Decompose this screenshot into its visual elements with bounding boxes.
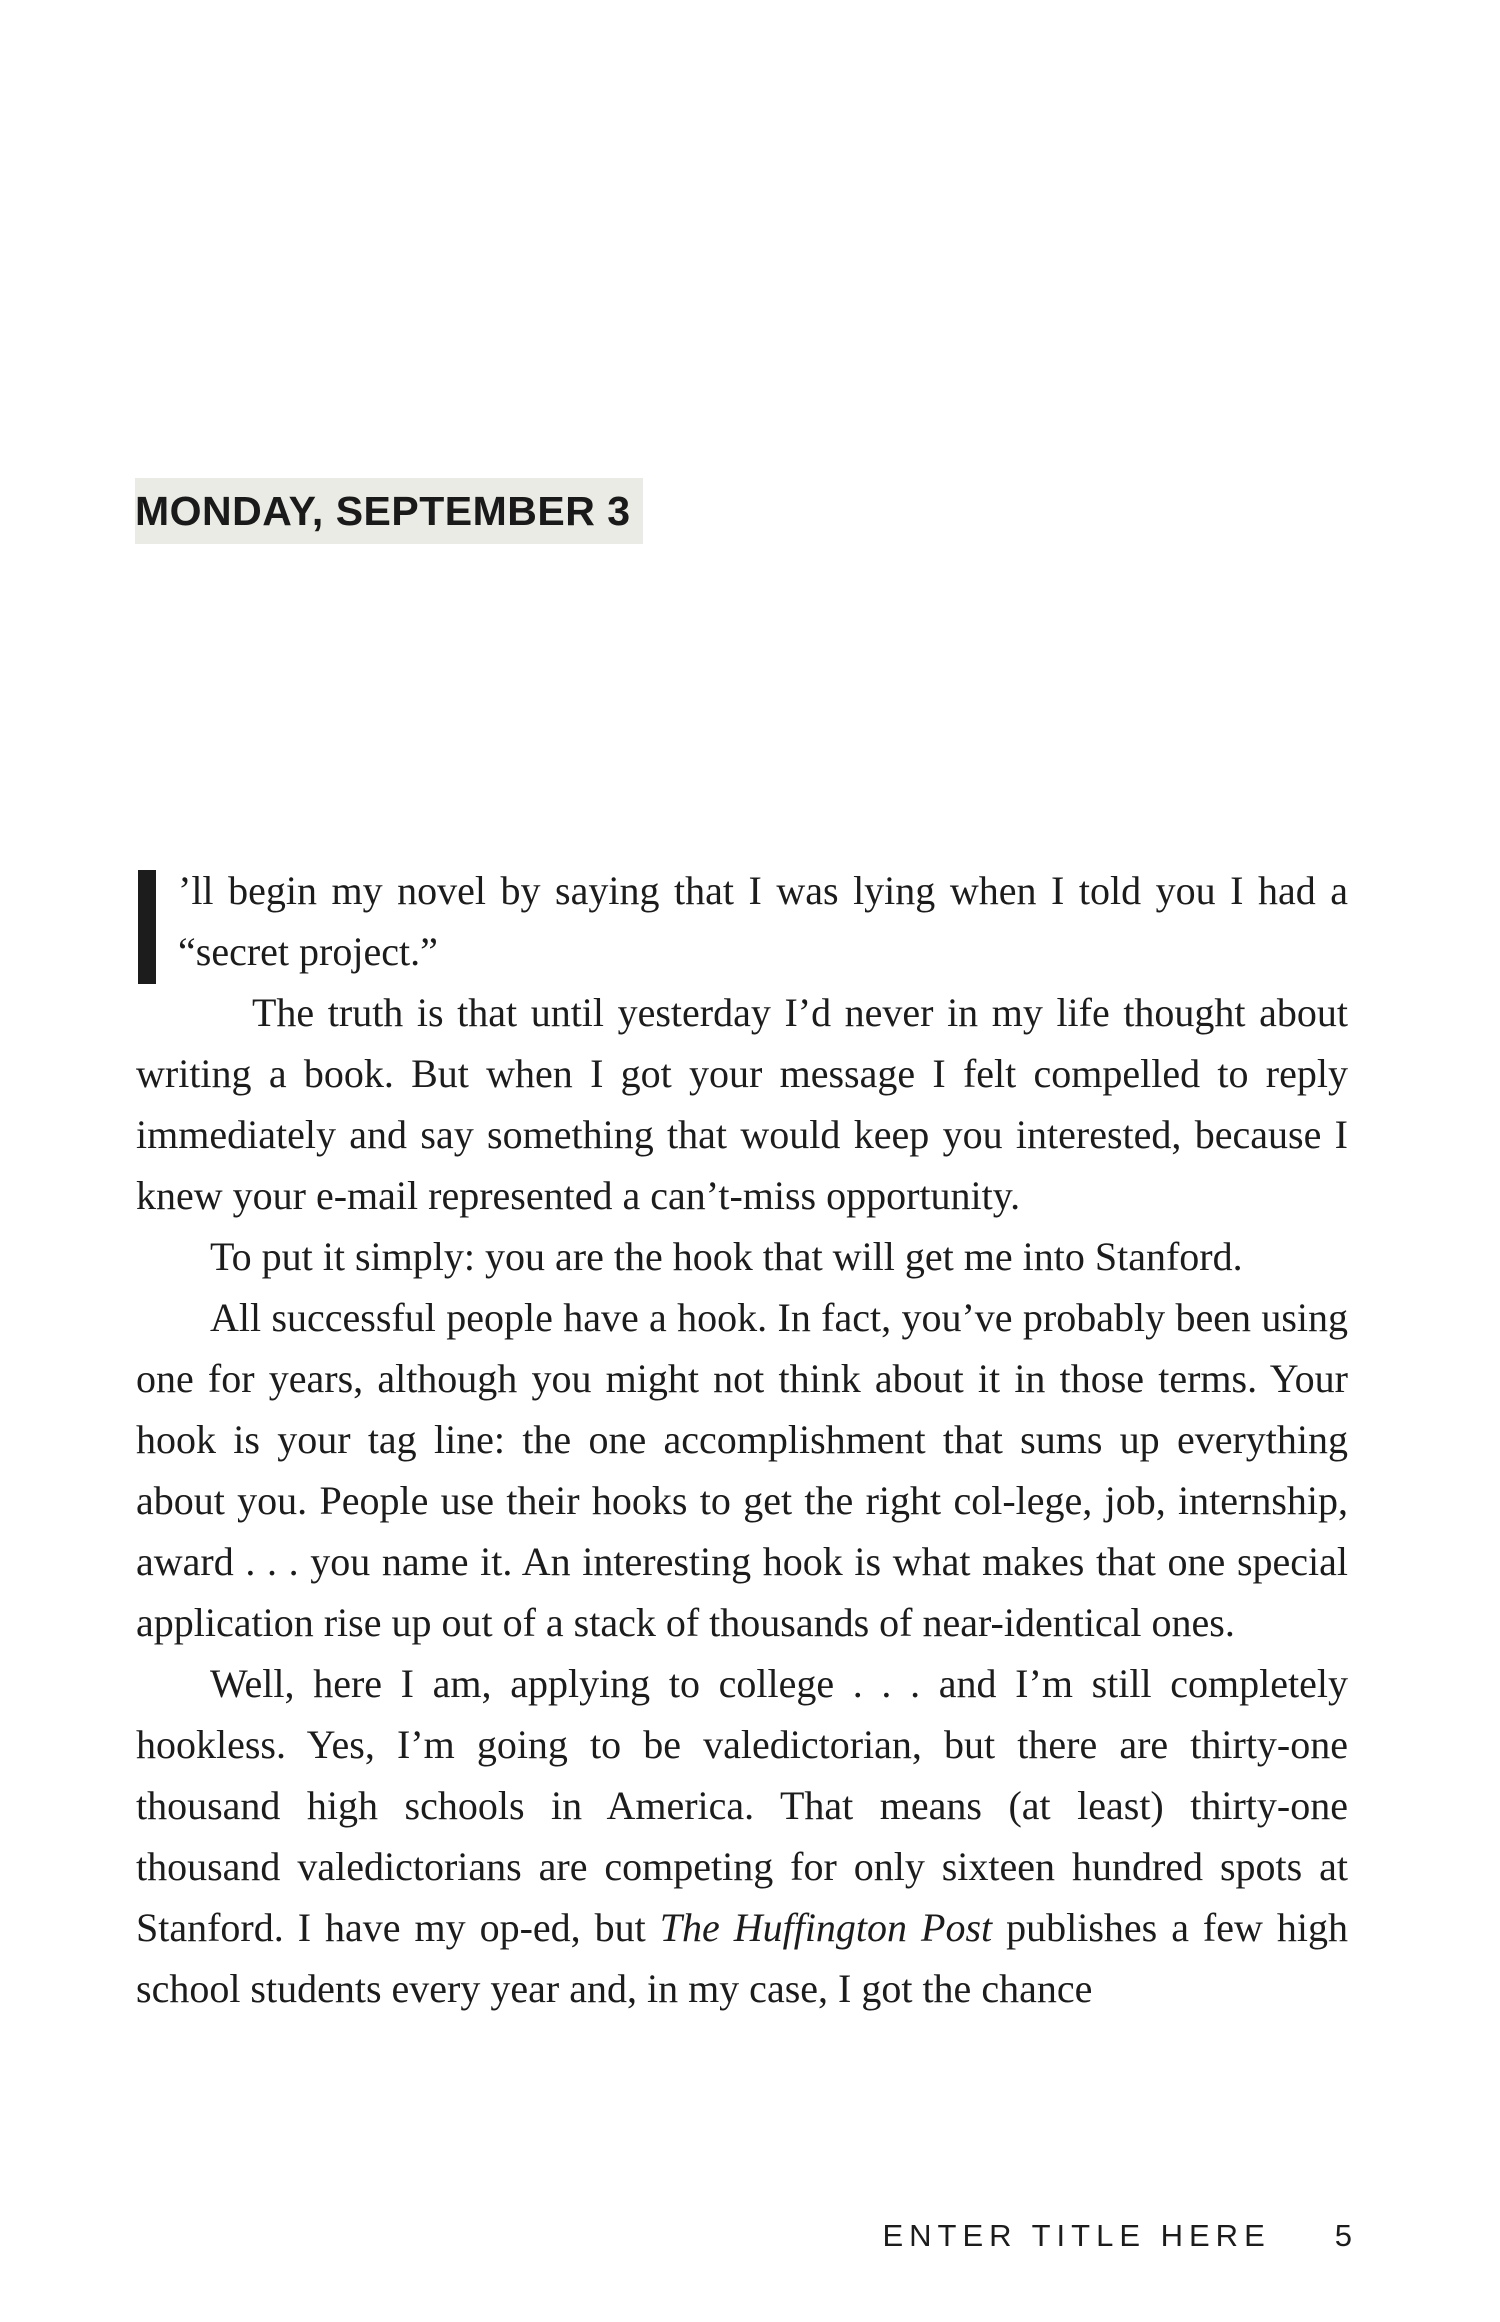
- paragraph-2: The truth is that until yesterday I’d never in my life thought about writing a book. But when I got your message I felt compelled to reply immediately and say something that would keep you interested, because I knew your e-mail represented a can’t-miss opportunity.: [136, 990, 1348, 1218]
- paragraph-1-text: ’ll begin my novel by saying that I was lying when I told you I had a “secret project.”: [178, 868, 1348, 974]
- chapter-heading-box: [135, 478, 643, 544]
- publication-title: The Huffington Post: [659, 1905, 993, 1950]
- dropcap: [138, 870, 156, 984]
- page-footer: [882, 2218, 1352, 2254]
- running-title: ENTER TITLE HERE: [882, 2218, 1271, 2253]
- paragraph-5-text: Well, here I am, applying to college . . . and I’m still completely hookless. Yes, I’m going to be valedictorian, but there are thirty-one thousand high schools in America. That means (at least) thirty-one thousand valedictorians are competing for only sixteen hundred spots at Stanford. I have my op-ed, but: [136, 1661, 1348, 1950]
- paragraph-4: All successful people have a hook. In fact, you’ve probably been using one for years, although you might not think about it in those terms. Your hook is your tag line: the one accomplishment that sums up everything about you. People use their hooks to get the right col-lege, job, internship, award . . . you name it. An interesting hook is what makes that one special application rise up out of a stack of thousands of near-identical ones.: [136, 1295, 1348, 1645]
- paragraph-3: To put it simply: you are the hook that will get me into Stanford.: [210, 1234, 1243, 1279]
- paragraph-1: [136, 860, 1348, 982]
- page-number: 5: [1334, 2218, 1352, 2253]
- body-text: [136, 860, 1348, 2019]
- paragraph-5-tail: publishes a few high school students every year and, in my case, I got the chance: [136, 1905, 1348, 2011]
- chapter-heading: MONDAY, SEPTEMBER 3: [135, 487, 631, 534]
- paragraph-5: [136, 1653, 1348, 2019]
